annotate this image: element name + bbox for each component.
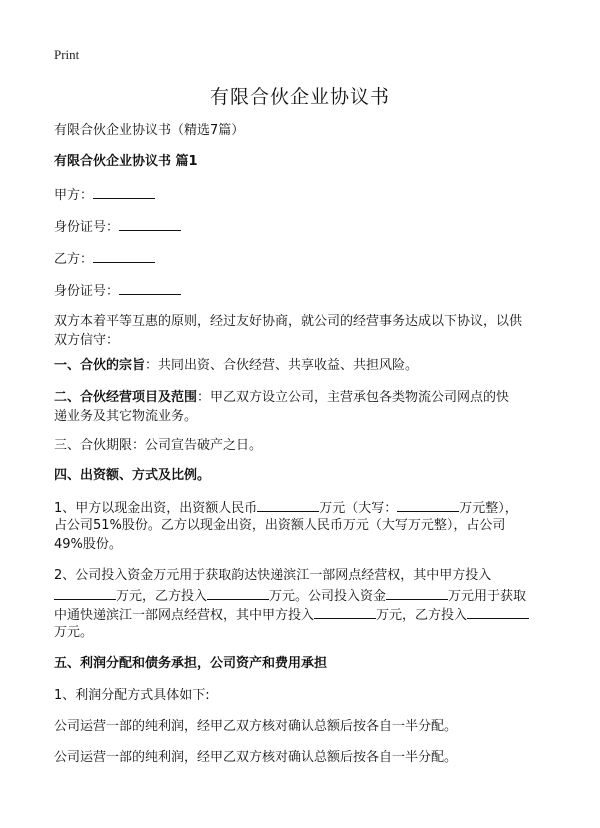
party-b-label: 乙方： xyxy=(54,252,94,267)
clause-4-heading: 四、出资额、方式及比例。 xyxy=(54,468,211,483)
item-1-part-2: 万元（大写： xyxy=(319,501,398,516)
intro-line-2: 双方信守： xyxy=(54,333,120,348)
id-b-label: 身份证号： xyxy=(54,284,120,299)
item-1-line-2: 占公司51%股份。乙方以现金出资，出资额人民币万元（大写万元整），占公司 xyxy=(54,518,506,533)
document-title: 有限合伙企业协议书 xyxy=(209,86,390,108)
print-link[interactable]: Print xyxy=(54,47,80,62)
item-2-part-a: 万元，乙方投入 xyxy=(116,589,208,604)
item-2-blank-4 xyxy=(314,604,376,619)
party-a-row xyxy=(54,184,155,205)
clause-3 xyxy=(54,436,262,455)
clause-5-heading: 五、利润分配和债务承担，公司资产和费用承担 xyxy=(54,656,328,671)
clause-2-label: 二、合伙经营项目及范围 xyxy=(54,390,198,405)
party-b-blank xyxy=(93,248,155,263)
item-2-part-e: 万元，乙方投入 xyxy=(376,608,468,623)
clause-2-line-2: 递业务及其它物流业务。 xyxy=(54,409,198,424)
item-2-part-c: 万元用于获取 xyxy=(448,589,527,604)
item-2-part-d: 中通快递滨江一部网点经营权，其中甲方投入 xyxy=(54,608,315,623)
clause-1 xyxy=(54,356,418,375)
id-a-label: 身份证号： xyxy=(54,220,120,235)
item-2-blank-2 xyxy=(207,585,269,600)
id-b-blank xyxy=(119,280,181,295)
item-1-blank-1 xyxy=(257,497,319,512)
party-b-row xyxy=(54,248,155,269)
intro-line-1: 双方本着平等互惠的原则，经过友好协商，就公司的经营事务达成以下协议，以供 xyxy=(54,314,523,329)
item-1-part-1: 1、甲方以现金出资，出资额人民币 xyxy=(54,501,258,516)
item-2-line-2 xyxy=(54,585,526,606)
distribution-line-1: 公司运营一部的纯利润，经甲乙双方核对确认总额后按各自一半分配。 xyxy=(54,719,458,734)
clause-2-text-1: ：甲乙双方设立公司，主营承包各类物流公司网点的快 xyxy=(197,390,510,405)
section-heading: 有限合伙企业协议书 篇1 xyxy=(54,154,198,169)
item-2-part-b: 万元。公司投入资金 xyxy=(269,589,387,604)
id-a-row xyxy=(54,216,181,237)
sub-item-1: 1、利润分配方式具体如下: xyxy=(54,688,210,703)
item-2-line-1: 2、公司投入资金万元用于获取韵达快递滨江一部网点经营权，其中甲方投入 xyxy=(54,568,492,583)
item-1-part-3: 万元整）， xyxy=(459,501,518,516)
item-2-line-3 xyxy=(54,604,529,625)
party-a-label: 甲方： xyxy=(54,188,94,203)
item-2-blank-3 xyxy=(386,585,448,600)
clause-3-text: ：公司宣告破产之日。 xyxy=(132,438,263,453)
id-b-row xyxy=(54,280,181,301)
item-2-line-4: 万元。 xyxy=(54,625,94,640)
clause-1-label: 一、合伙的宗旨 xyxy=(54,358,146,373)
document-subtitle: 有限合伙企业协议书（精选7篇） xyxy=(54,123,245,138)
distribution-line-2: 公司运营一部的纯利润，经甲乙双方核对确认总额后按各自一半分配。 xyxy=(54,750,458,765)
clause-2-line-1 xyxy=(54,388,509,407)
clause-3-label: 三、合伙期限 xyxy=(54,438,133,453)
clause-1-text: ：共同出资、合伙经营、共享收益、共担风险。 xyxy=(145,358,419,373)
item-1-line-1 xyxy=(54,497,518,518)
party-a-blank xyxy=(93,184,155,199)
item-1-blank-2 xyxy=(397,497,459,512)
item-2-blank-5 xyxy=(467,604,529,619)
item-2-blank-1 xyxy=(54,585,116,600)
id-a-blank xyxy=(119,216,181,231)
item-1-line-3: 49%股份。 xyxy=(54,537,122,552)
